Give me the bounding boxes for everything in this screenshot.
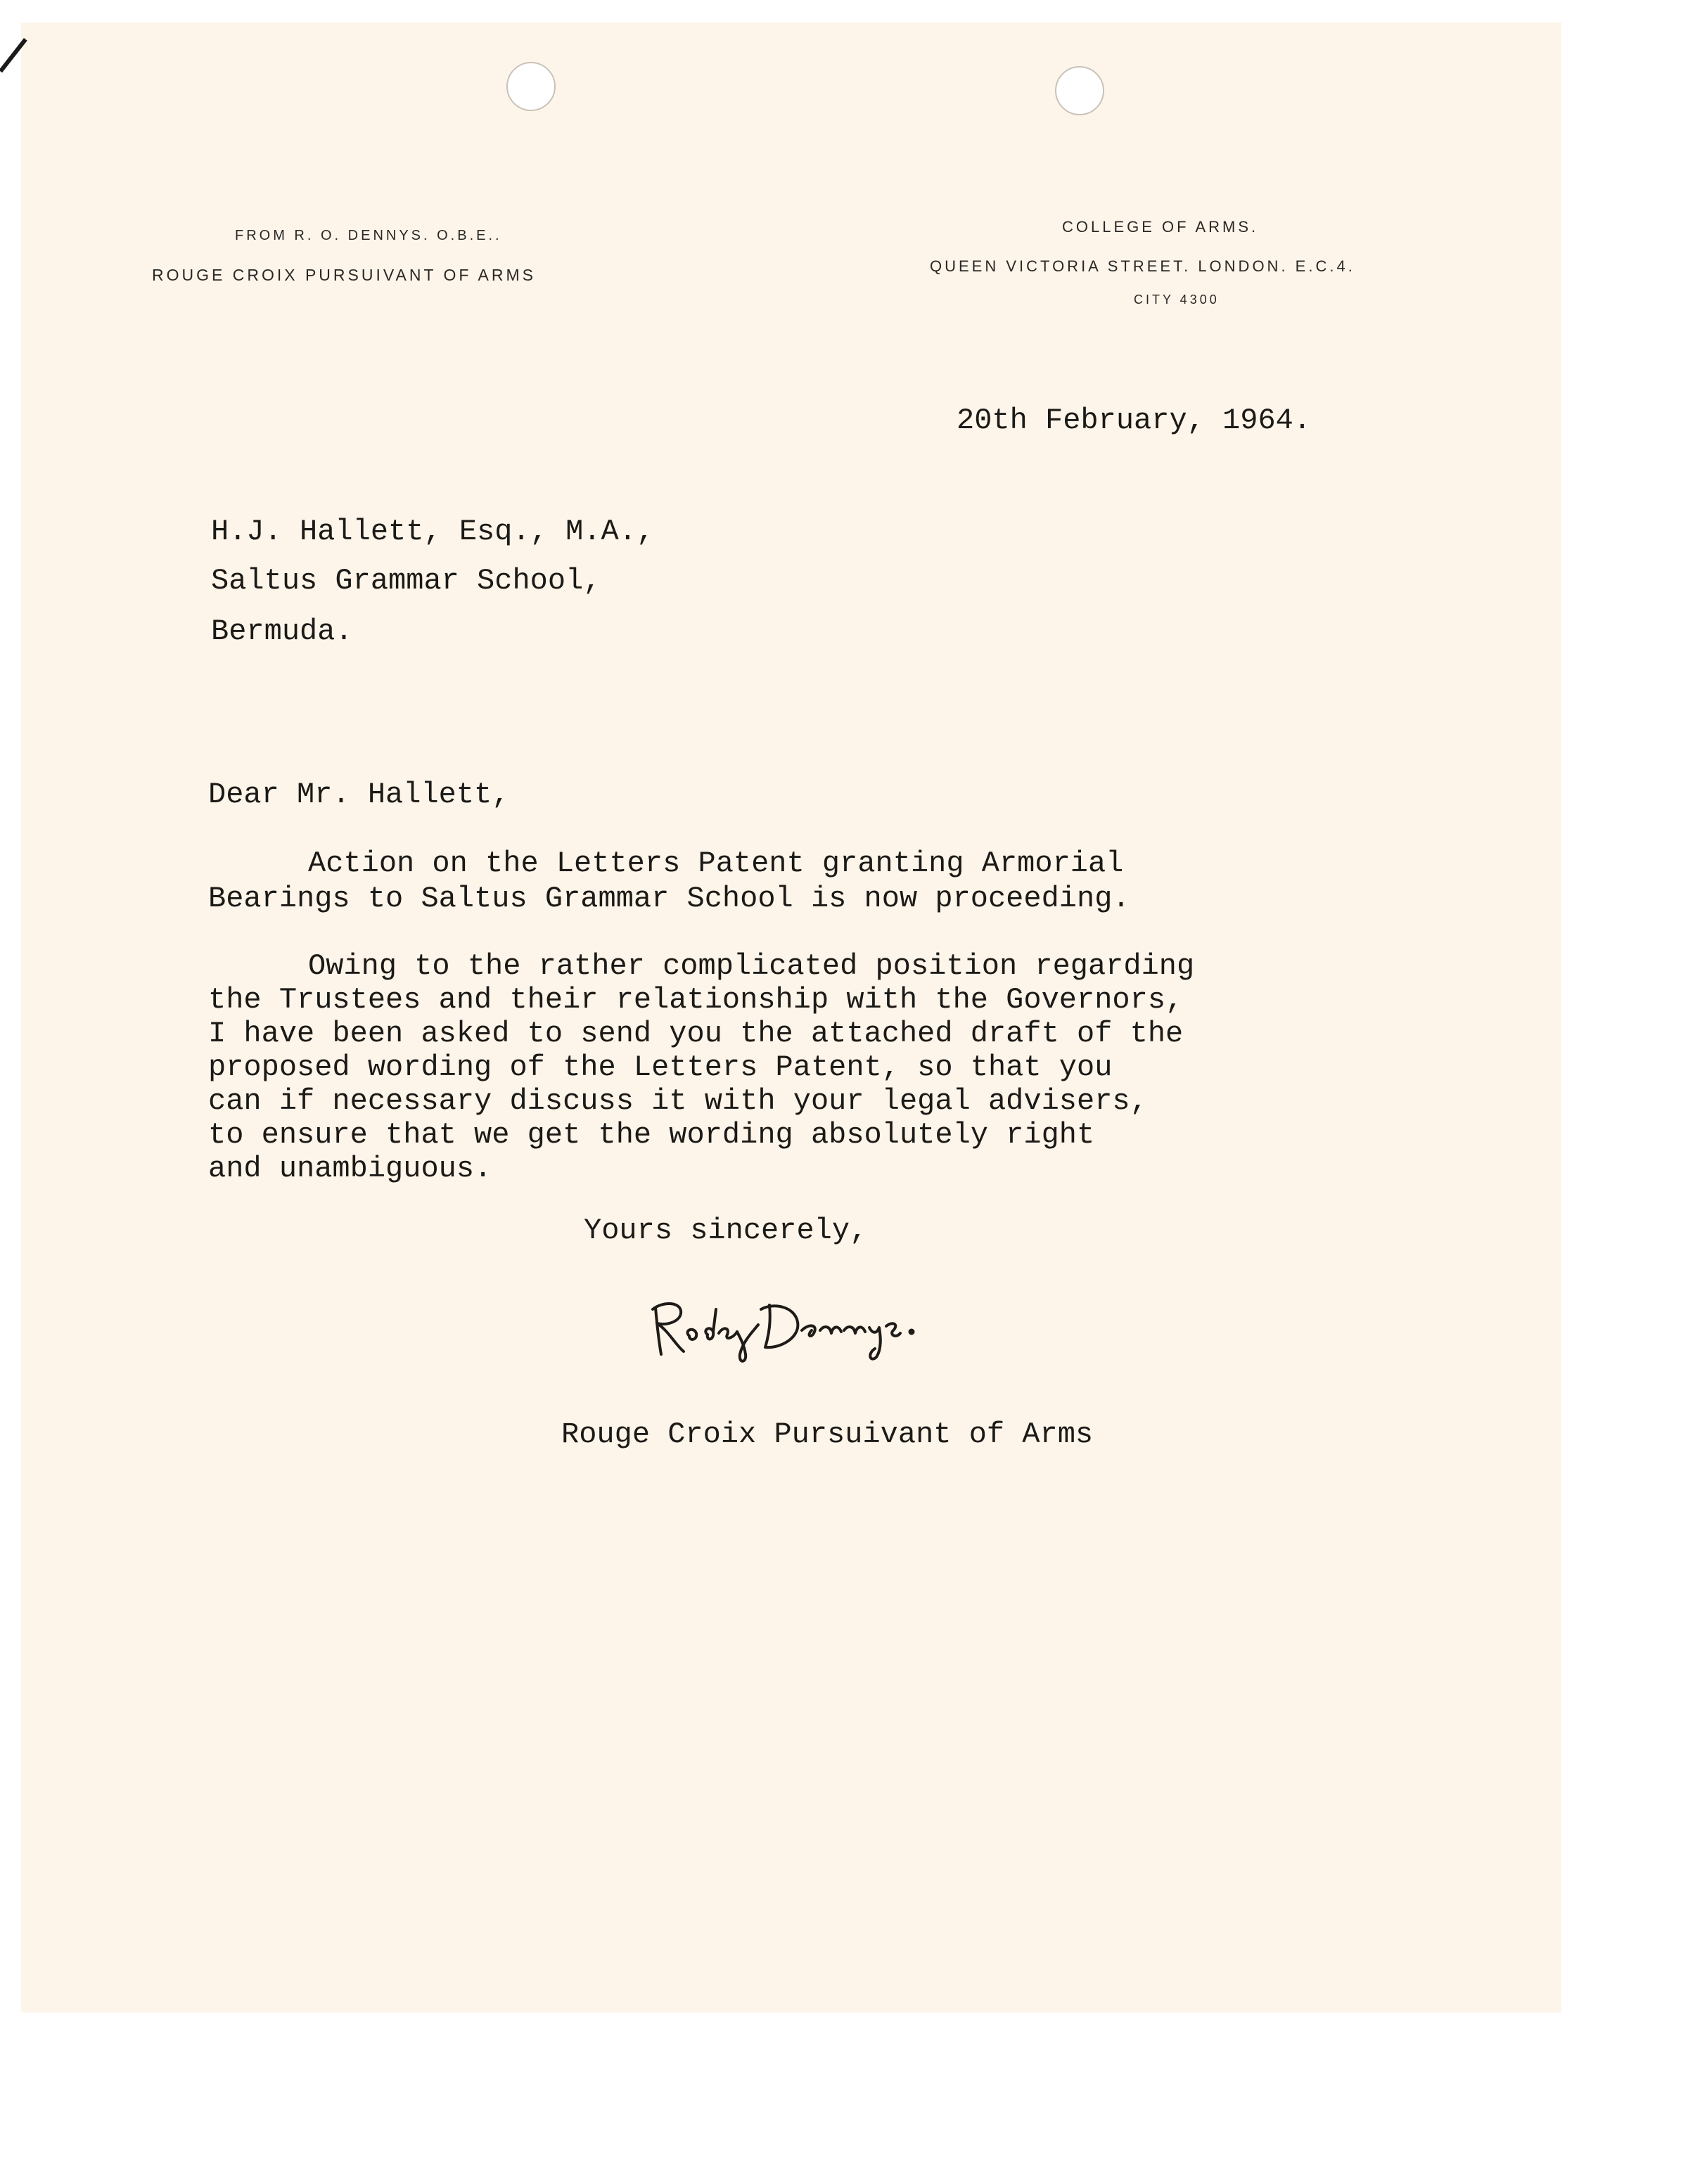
address-line-3: Bermuda. bbox=[211, 615, 353, 648]
address-line-2: Saltus Grammar School, bbox=[211, 564, 601, 598]
paragraph-2-line: the Trustees and their relationship with the Governors, bbox=[208, 983, 1184, 1017]
paragraph-2-line: to ensure that we get the wording absolutely right bbox=[208, 1118, 1095, 1152]
letter-date: 20th February, 1964. bbox=[957, 404, 1312, 437]
signatory-title: Rouge Croix Pursuivant of Arms bbox=[561, 1418, 1094, 1451]
punch-hole-left bbox=[506, 62, 556, 111]
letter-page bbox=[21, 23, 1561, 2012]
letterhead-from: FROM R. O. DENNYS. O.B.E.. bbox=[235, 228, 502, 243]
corner-mark bbox=[0, 38, 27, 72]
letterhead-college: COLLEGE OF ARMS. bbox=[1062, 218, 1259, 236]
closing: Yours sincerely, bbox=[584, 1214, 868, 1247]
paragraph-1-line: Action on the Letters Patent granting Armorial bbox=[308, 847, 1124, 880]
paragraph-2-line: can if necessary discuss it with your legal advisers, bbox=[208, 1084, 1148, 1118]
letterhead-street: QUEEN VICTORIA STREET. LONDON. E.C.4. bbox=[930, 257, 1355, 275]
punch-hole-right bbox=[1055, 66, 1104, 115]
paragraph-2-line: proposed wording of the Letters Patent, so that you bbox=[208, 1051, 1113, 1084]
paragraph-2-line: I have been asked to send you the attached draft of the bbox=[208, 1017, 1184, 1051]
paragraph-2-line: and unambiguous. bbox=[208, 1152, 492, 1186]
paragraph-1-line: Bearings to Saltus Grammar School is now proceeding. bbox=[208, 882, 1130, 916]
letterhead-phone: CITY 4300 bbox=[1134, 293, 1220, 307]
letterhead-title: ROUGE CROIX PURSUIVANT OF ARMS bbox=[152, 266, 536, 284]
salutation: Dear Mr. Hallett, bbox=[208, 778, 510, 811]
paragraph-2-line: Owing to the rather complicated position regarding bbox=[308, 949, 1195, 983]
address-line-1: H.J. Hallett, Esq., M.A., bbox=[211, 515, 655, 548]
handwritten-signature bbox=[640, 1281, 964, 1373]
